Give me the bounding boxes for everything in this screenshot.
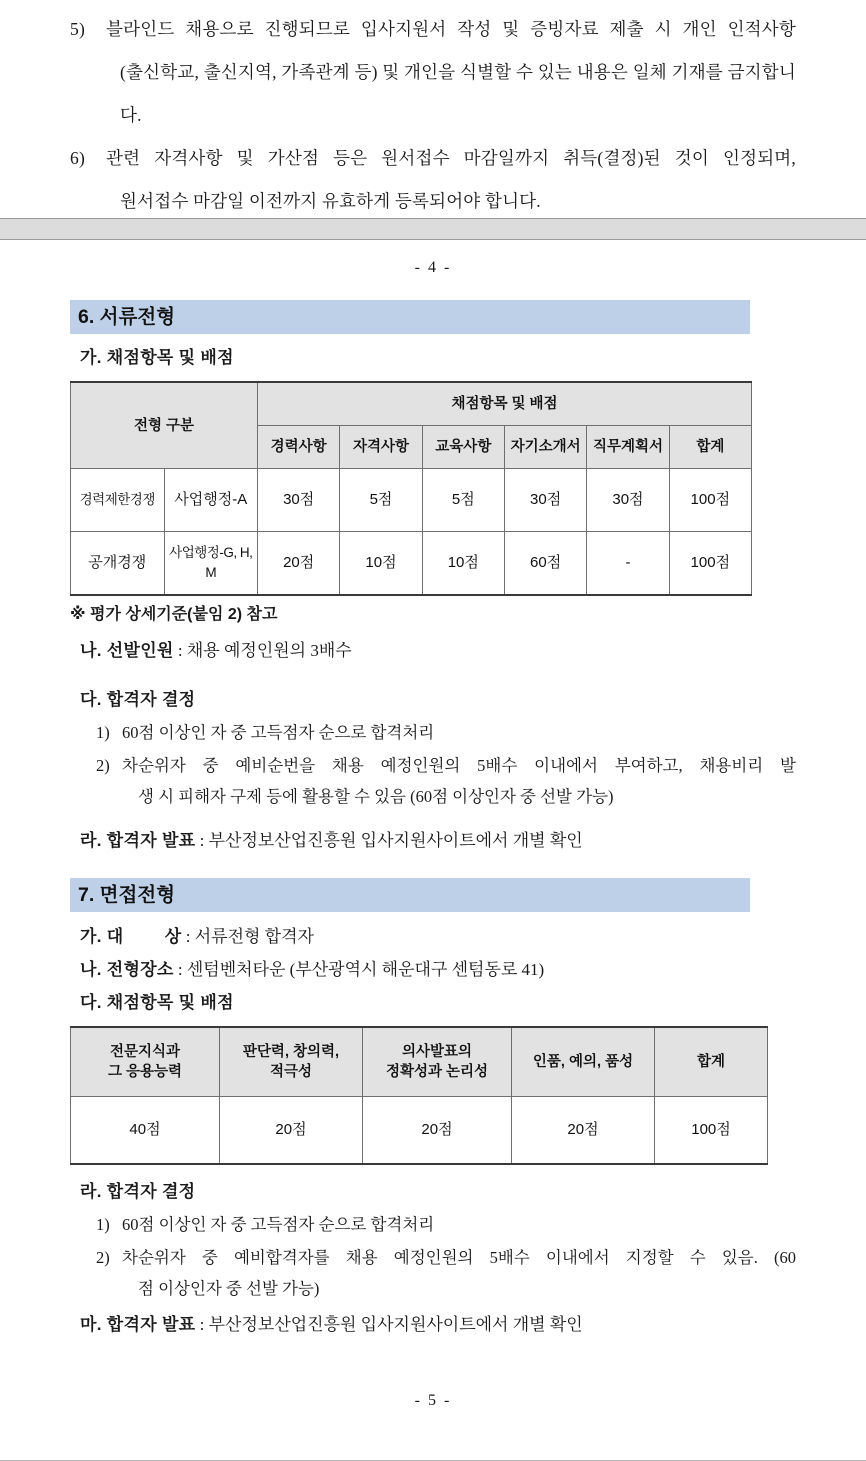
page-5-body [0,300,866,1340]
subsection-label: 마. 합격자 발표 [80,1315,196,1334]
subsection-label-suffix: 상 [164,927,182,946]
text-line: 관련 자격사항 및 가산점 등은 원서접수 마감일까지 취득(결정)된 것이 인정되며, [106,148,796,168]
table-cell-field: 사업행정-A [164,469,258,532]
table-cell-total: 100점 [655,1097,768,1165]
list-item [70,1242,796,1304]
header-line: 의사발표의 [401,1044,473,1060]
subsection-label-prefix: 가. 대 [80,927,124,946]
list-marker: 1) [96,723,110,742]
subsection-label: 가. 채점항목 및 배점 [80,348,234,367]
header-line: 적극성 [269,1064,313,1080]
table-cell-score: 5점 [340,469,422,532]
subsection-6-c [70,685,796,715]
page-break-separator [0,218,866,240]
table-header-cell [220,1027,363,1097]
table-cell-field: 사업행정-G, H, M [164,532,258,596]
text-line: 60점 이상인 자 중 고득점자 순으로 합격처리 [122,723,435,742]
header-line: 판단력, 창의력, [242,1044,340,1060]
subsection-value: : 센텀벤처타운 (부산광역시 해운대구 센텀동로 41) [173,960,545,979]
subsection-value: : 서류전형 합격자 [181,927,314,946]
table-row [71,469,752,532]
table-header-row [71,382,752,426]
section-heading-6: 6. 서류전형 [70,300,750,334]
list-item [70,137,796,223]
text-line: 블라인드 채용으로 진행되므로 입사지원서 작성 및 증빙자료 제출 시 개인 인적사항 [106,19,796,39]
text-line: 차순위자 중 예비순번을 채용 예정인원의 5배수 이내에서 부여하고, 채용비리 발 [122,756,796,775]
subsection-label: 나. 선발인원 [80,641,174,660]
list-item [70,1209,796,1240]
text-line: 차순위자 중 예비합격자를 채용 예정인원의 5배수 이내에서 지정할 수 있음. (60 [122,1248,796,1267]
interview-screening-score-table [70,1026,768,1165]
table-cell-score: 30점 [258,469,340,532]
subsection-6-a [70,343,796,373]
table-cell-score: 5점 [422,469,504,532]
table-row [71,1097,768,1165]
subsection-label: 라. 합격자 결정 [80,1182,196,1201]
section-heading-7: 7. 면접전형 [70,878,750,912]
table-cell-score: 60점 [504,532,586,596]
page-footer-number: - 5 - [414,1392,452,1409]
text-line: 생 시 피해자 구제 등에 활용할 수 있음 (60점 이상인자 중 선발 가능) [138,787,614,806]
subsection-6-b [70,636,796,666]
subsection-value: : 채용 예정인원의 3배수 [173,641,352,660]
subsection-7-b [70,955,796,985]
table-cell-score: 30점 [504,469,586,532]
table-header-cell [363,1027,512,1097]
table-header-cell [655,1027,768,1097]
table-header-cell-type: 전형 구분 [71,382,258,469]
table-header-cell: 교육사항 [422,426,504,469]
table-header-cell: 경력사항 [258,426,340,469]
header-line: 정확성과 논리성 [385,1064,489,1080]
table-cell-score: 10점 [422,532,504,596]
table-cell-type: 경력제한경쟁 [71,469,165,532]
text-line: (출신학교, 출신지역, 가족관계 등) 및 개인을 식별할 수 있는 내용은 일체 기재를 금지합니다. [120,62,796,125]
table-row [71,532,752,596]
text-line: 60점 이상인 자 중 고득점자 순으로 합격처리 [122,1215,435,1234]
text-line: 원서접수 마감일 이전까지 유효하게 등록되어야 합니다. [120,191,541,211]
table-header-cell: 합계 [669,426,751,469]
list-text [106,137,796,223]
header-line: 합계 [696,1054,725,1070]
table-cell-score: 20점 [363,1097,512,1165]
table-cell-total: 100점 [669,469,751,532]
list-item [70,717,796,748]
table-cell-score: 20점 [512,1097,655,1165]
page-footer-number: - 4 - [414,259,452,276]
list-marker: 2) [96,756,110,775]
table-cell-total: 100점 [669,532,751,596]
list-marker: 1) [96,1215,110,1234]
table-header-row [71,1027,768,1097]
subsection-label: 다. 채점항목 및 배점 [80,993,234,1012]
subsection-7-c [70,988,796,1018]
table-cell-score: - [587,532,669,596]
list-text [106,8,796,137]
subsection-value: : 부산정보산업진흥원 입사지원사이트에서 개별 확인 [195,1315,583,1334]
table-header-cell: 자기소개서 [504,426,586,469]
table-cell-score: 20점 [220,1097,363,1165]
header-line: 전문지식과 [109,1044,181,1060]
table-cell-score: 40점 [71,1097,220,1165]
list-item [70,750,796,812]
table-header-cell: 자격사항 [340,426,422,469]
header-line: 그 응용능력 [107,1064,183,1080]
table-header-cell [512,1027,655,1097]
list-marker: 5) [70,19,85,39]
header-line: 인품, 예의, 품성 [532,1054,634,1070]
table-cell-score: 30점 [587,469,669,532]
table-header-cell-group: 채점항목 및 배점 [258,382,752,426]
subsection-7-d [70,1177,796,1207]
subsection-label: 라. 합격자 발표 [80,831,196,850]
subsection-7-e [70,1310,796,1340]
document-screening-score-table [70,381,752,596]
text-line: 점 이상인자 중 선발 가능) [138,1279,320,1298]
table-header-cell: 직무계획서 [587,426,669,469]
table-header-cell [71,1027,220,1097]
table-note: ※ 평가 상세기준(붙임 2) 참고 [70,606,278,623]
subsection-7-a [70,922,796,952]
subsection-value: : 부산정보산업진흥원 입사지원사이트에서 개별 확인 [195,831,583,850]
subsection-label: 나. 전형장소 [80,960,174,979]
subsection-label: 다. 합격자 결정 [80,690,196,709]
table-cell-score: 20점 [258,532,340,596]
table-cell-type: 공개경쟁 [71,532,165,596]
list-item [70,8,796,137]
table-cell-score: 10점 [340,532,422,596]
list-marker: 6) [70,148,85,168]
subsection-6-d [70,826,796,856]
list-marker: 2) [96,1248,110,1267]
